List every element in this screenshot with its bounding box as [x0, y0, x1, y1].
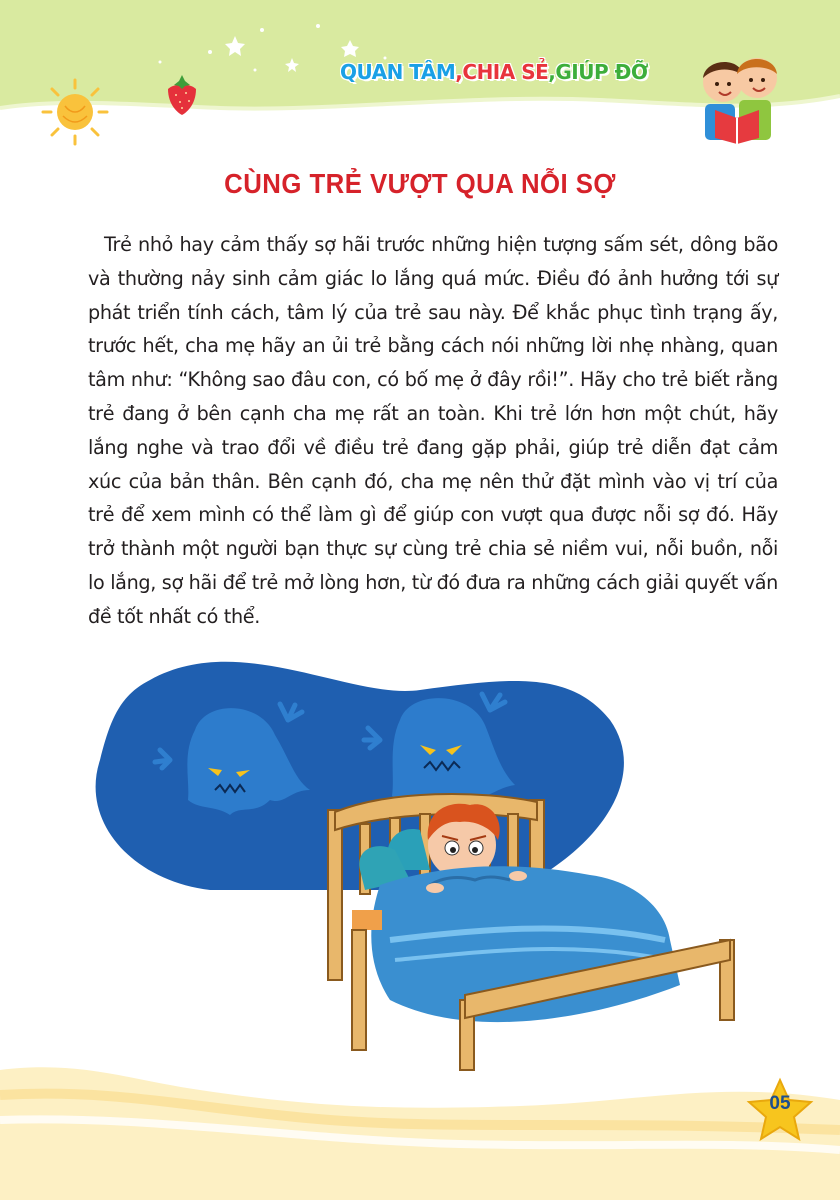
page-number: 05	[769, 1093, 791, 1114]
series-title-part-2: CHIA SẺ	[462, 60, 549, 84]
body-paragraph: Trẻ nhỏ hay cảm thấy sợ hãi trước những hiện tượng sấm sét, dông bão và thường nảy sinh cảm giác lo lắng quá mức. Điều đó ảnh hưởng tới sự phát triển tính cách, tâm lý của trẻ sau này. Để khắc phục tình trạng ấy, trước hết, cha mẹ hãy an ủi trẻ bằng cách nói những lời nhẹ nhàng, quan tâm như: “Không sao đâu con, có bố mẹ ở đây rồi!”. Hãy cho trẻ biết rằng trẻ đang ở bên cạnh cha mẹ rất an toàn. Khi trẻ lớn hơn một chút, hãy lắng nghe và trao đổi về điều trẻ đang gặp phải, giúp trẻ diễn đạt cảm xúc của bản thân. Bên cạnh đó, cha mẹ nên thử đặt mình vào vị trí của trẻ để xem mình có thể làm gì để giúp con vượt qua được nỗi sợ đó. Hãy trở thành một người bạn thực sự cùng trẻ chia sẻ niềm vui, nỗi buồn, nỗi lo lắng, sợ hãi để trẻ mở lòng hơn, từ đó đưa ra những cách giải quyết vấn đề tốt nhất có thể.	[88, 233, 778, 628]
series-title	[340, 60, 680, 100]
series-title-comma-2: ,	[548, 60, 556, 84]
series-title-part-1: QUAN TÂM	[340, 60, 456, 84]
series-title-comma-1: ,	[455, 60, 463, 84]
footer-band	[0, 1040, 840, 1200]
page-title: CÙNG TRẺ VƯỢT QUA NỖI SỢ	[224, 168, 616, 199]
illustration	[90, 640, 750, 1100]
series-title-part-3: GIÚP ĐỠ	[555, 60, 648, 84]
